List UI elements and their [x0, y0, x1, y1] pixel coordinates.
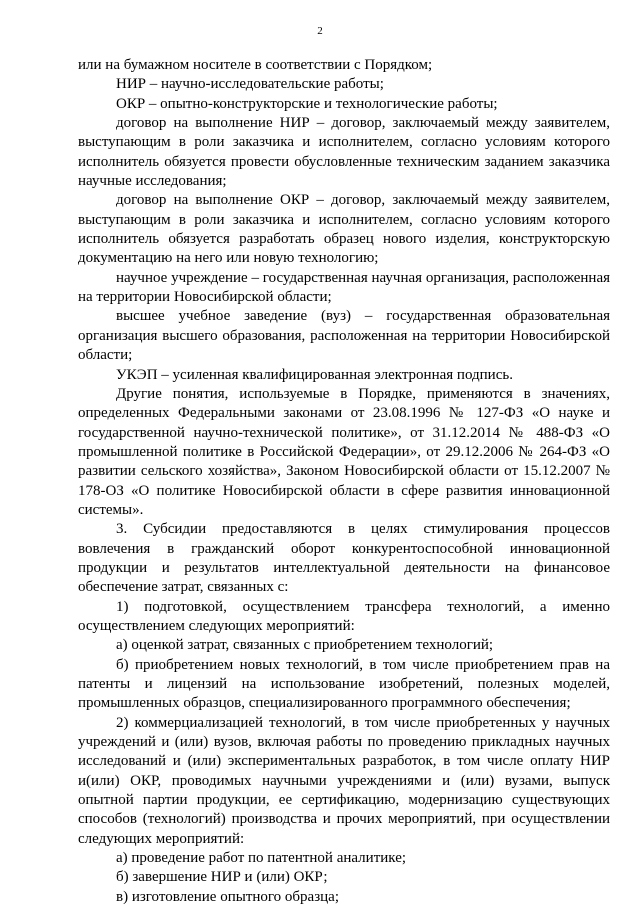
- paragraph-item-1b: б) приобретением новых технологий, в том числе приобретением прав на патенты и лицензий на использование изобретений, полезных моделей, промышленных образцов, специализированного программного обеспечения;: [78, 656, 610, 712]
- page-number: 2: [317, 25, 323, 37]
- paragraph-okr-definition: ОКР – опытно-конструкторские и технологические работы;: [116, 95, 498, 112]
- paragraph-item-2c: в) изготовление опытного образца;: [116, 888, 339, 905]
- document-body: [78, 56, 610, 907]
- paragraph-item-1a: а) оценкой затрат, связанных с приобретением технологий;: [116, 637, 494, 654]
- paragraph-other-concepts: Другие понятия, используемые в Порядке, применяются в значениях, определенных Федеральными законами от 23.08.1996 № 127-ФЗ «О науке и государственной научно-технической политике», от 31.12.2014 № 488-ФЗ «О промышленной политике в Российской Федерации», от 29.12.2006 № 264-ФЗ «О развитии сельского хозяйства», Законом Новосибирской области от 15.12.2007 № 178-ОЗ «О политике Новосибирской области в сфере развития инновационной системы».: [78, 385, 610, 518]
- paragraph-item-2: 2) коммерциализацией технологий, в том числе приобретенных у научных учреждений и (или) вузов, включая работы по проведению прикладных научных исследований и (или) экспериментальных разработок, в том числе оплату НИР и(или) ОКР, проводимых научными учреждениями и (или) вузами, выпуск опытной партии продукции, ее сертификацию, модернизацию существующих способов (технологий) производства и прочих мероприятий, при осуществлении следующих мероприятий:: [78, 714, 610, 847]
- paragraph-section-3: 3. Субсидии предоставляются в целях стимулирования процессов вовлечения в гражданский оборот конкурентоспособной инновационной продукции и результатов интеллектуальной деятельности на финансовое обеспечение затрат, связанных с:: [78, 521, 610, 596]
- paragraph-item-2b: б) завершение НИР и (или) ОКР;: [116, 869, 328, 886]
- paragraph-nir-definition: НИР – научно-исследовательские работы;: [116, 76, 384, 93]
- paragraph-university: высшее учебное заведение (вуз) – государственная образовательная организация высшего образования, расположенная на территории Новосибирской области;: [78, 308, 610, 364]
- paragraph-paper-carrier: или на бумажном носителе в соответствии с Порядком;: [78, 57, 433, 73]
- paragraph-ukep: УКЭП – усиленная квалифицированная электронная подпись.: [116, 366, 513, 383]
- paragraph-scientific-institution: научное учреждение – государственная научная организация, расположенная на территории Новосибирской области;: [78, 269, 610, 306]
- paragraph-nir-contract: договор на выполнение НИР – договор, заключаемый между заявителем, выступающим в роли заказчика и исполнителем, согласно условиям которого исполнитель обязуется провести обусловленные техническим заданием заказчика научные исследования;: [78, 115, 610, 190]
- paragraph-okr-contract: договор на выполнение ОКР – договор, заключаемый между заявителем, выступающим в роли заказчика и исполнителем, согласно условиям которого исполнитель обязуется разработать образец нового изделия, конструкторскую документацию на него или новую технологию;: [78, 192, 610, 267]
- paragraph-item-1: 1) подготовкой, осуществлением трансфера технологий, а именно осуществлением следующих мероприятий:: [78, 598, 610, 634]
- paragraph-item-2a: а) проведение работ по патентной аналитике;: [116, 850, 407, 867]
